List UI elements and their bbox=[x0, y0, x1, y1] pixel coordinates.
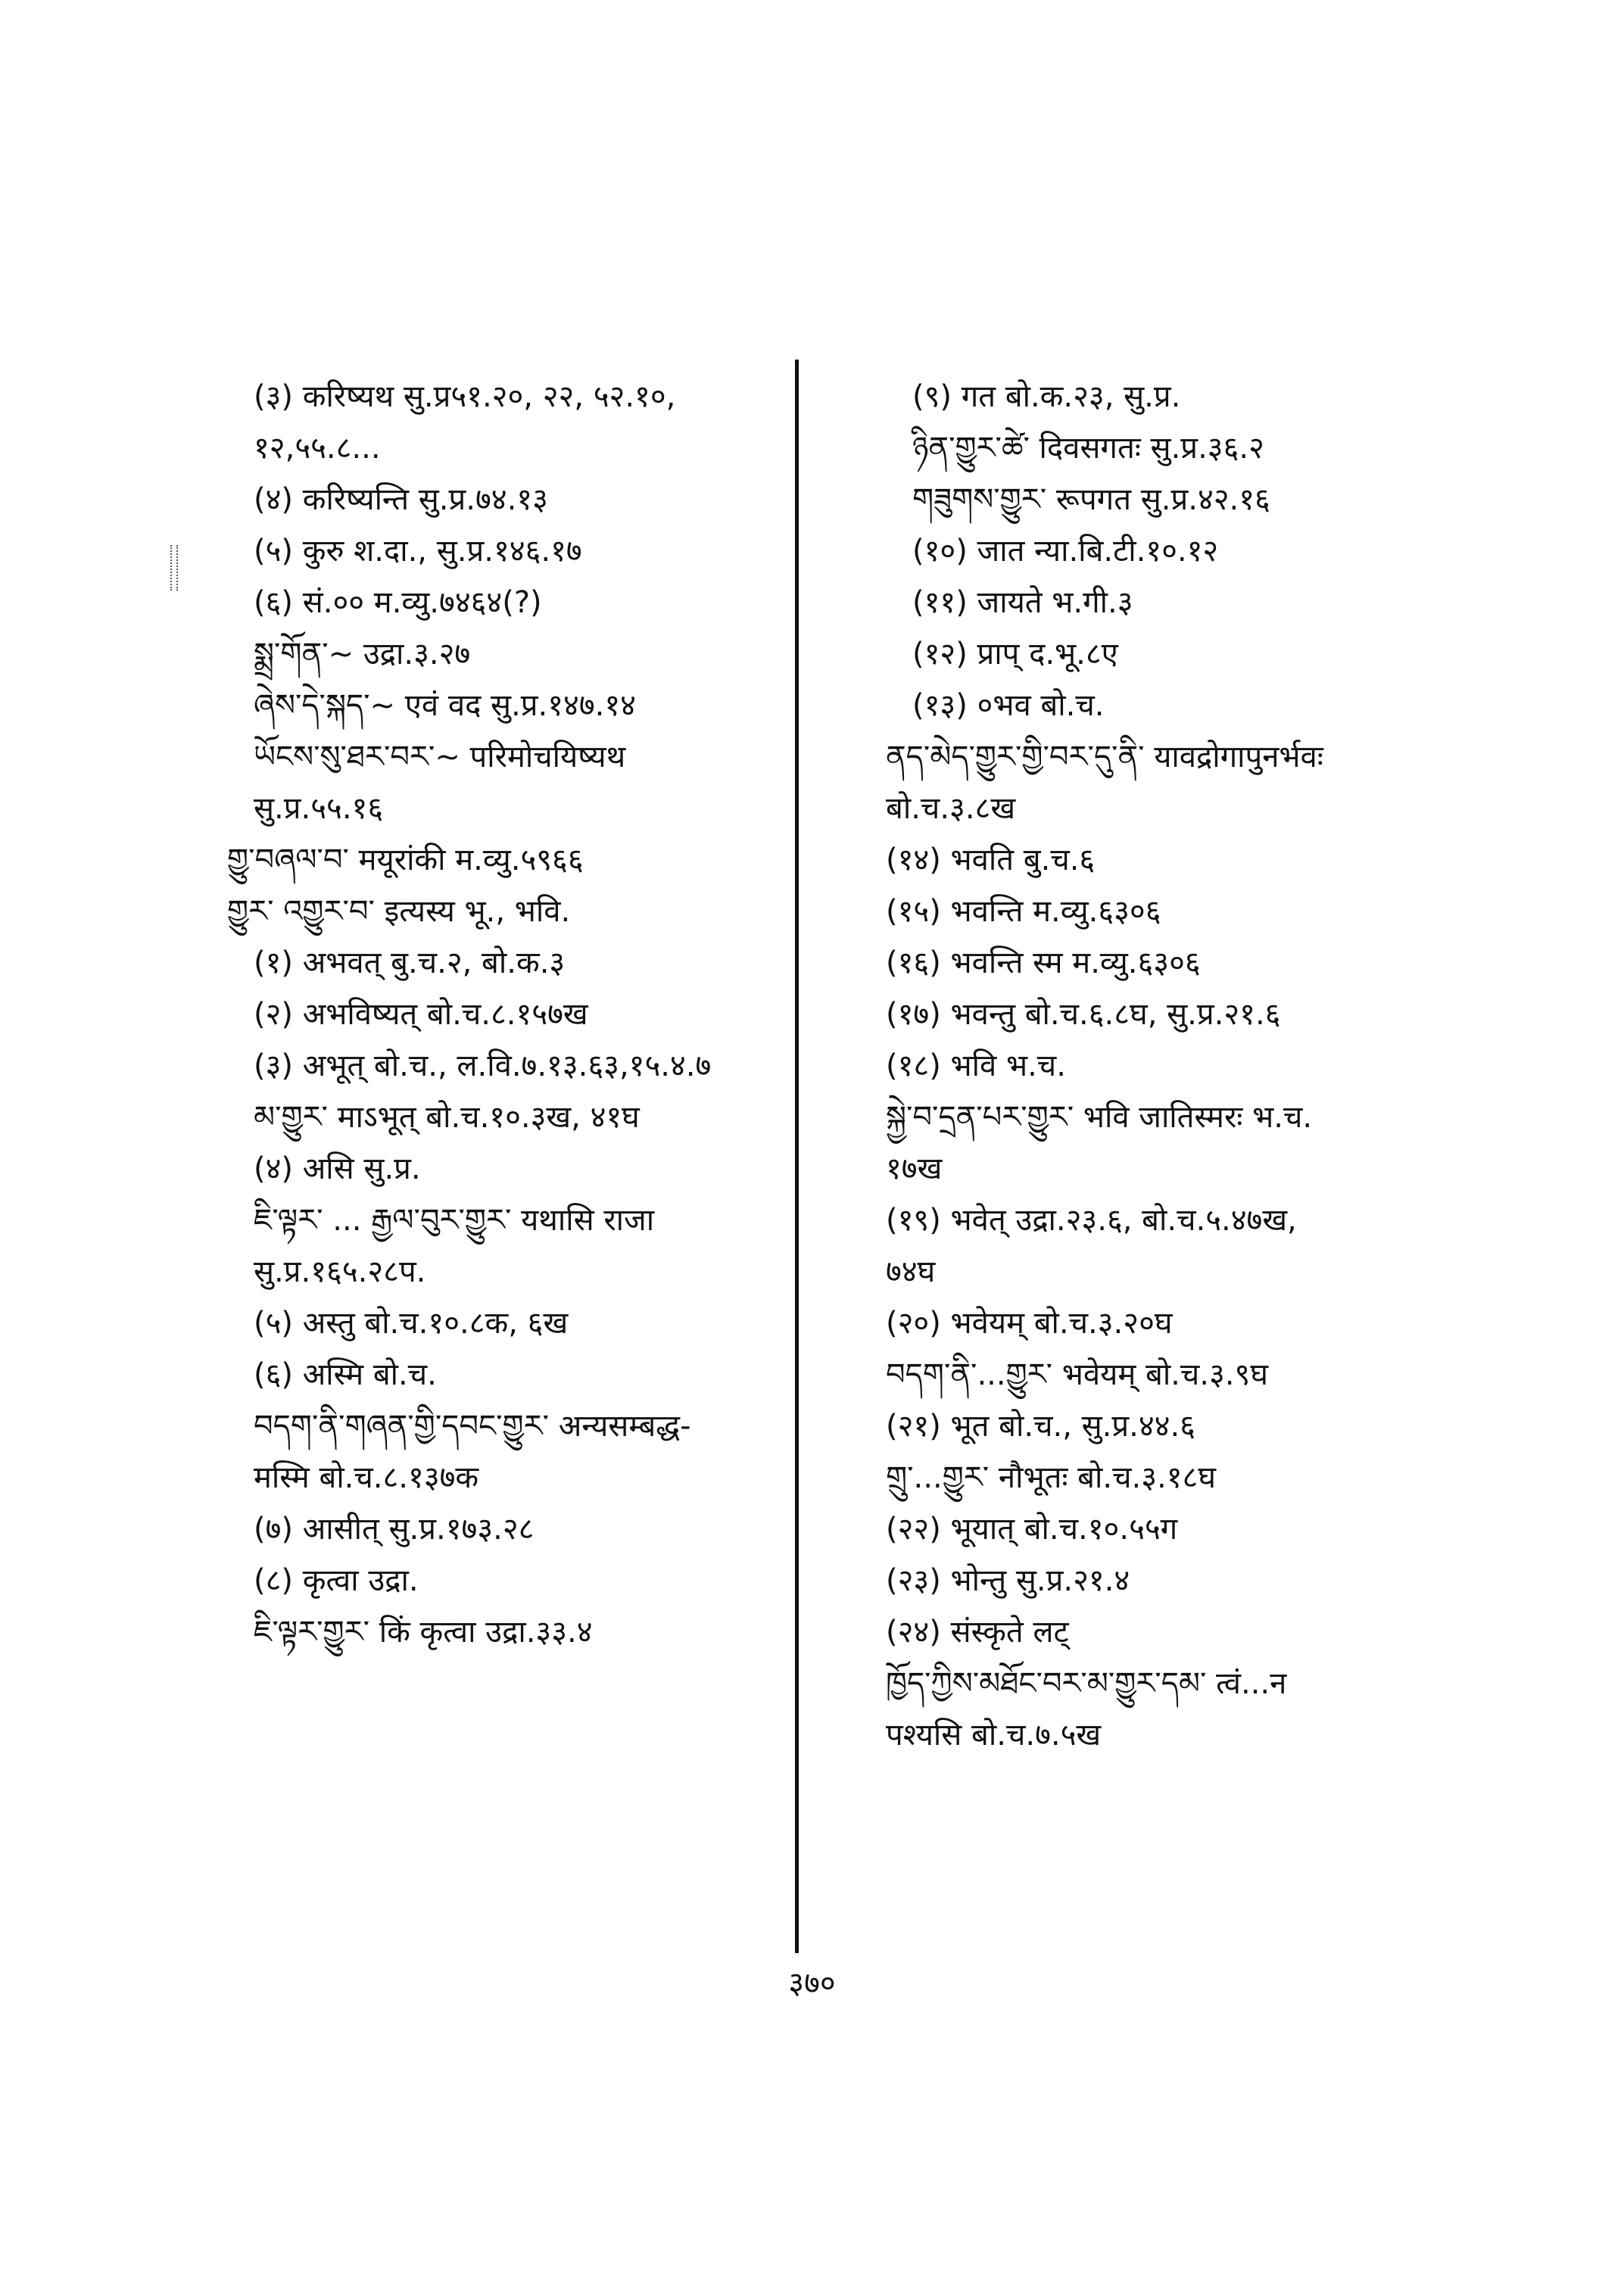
entry-line: སྨྲ་གོན་~ उद्रा.३.२७ bbox=[254, 637, 471, 671]
entry-line: १२,५५.८... bbox=[254, 431, 381, 466]
column-divider bbox=[795, 360, 799, 1953]
entry-line: (२३) भोन्तु सु.प्र.२१.४ bbox=[886, 1563, 1130, 1598]
entry-line: (२४) संस्कृते लट् bbox=[886, 1615, 1069, 1650]
entry-line: ཉིན་གྱུར་ཚེ་ दिवसगतः सु.प्र.३६.२ bbox=[912, 431, 1264, 466]
entry-line: सु.प्र.१६५.२८प. bbox=[254, 1254, 426, 1289]
entry-line: (७) आसीत् सु.प्र.१७३.२८ bbox=[254, 1512, 535, 1547]
entry-line: གཟུགས་གྱུར་ रूपगत सु.प्र.४२.१६ bbox=[912, 482, 1270, 517]
entry-line: བདག་ནི་...གྱུར་ भवेयम् बो.च.३.९घ bbox=[886, 1357, 1268, 1392]
entry-line: (२०) भवेयम् बो.च.३.२०घ bbox=[886, 1306, 1173, 1341]
entry-line: (८) कृत्वा उद्रा. bbox=[254, 1563, 419, 1598]
entry-line: (१) अभवत् बु.च.२, बो.क.३ bbox=[254, 946, 566, 980]
entry-line: ཞེས་དེ་སྐད་~ एवं वद सु.प्र.१४७.१४ bbox=[254, 688, 636, 723]
page-number: ३७० bbox=[788, 1966, 836, 2001]
entry-line: སྐྱེ་བ་དྲན་པར་གྱུར་ भवि जातिस्मरः भ.च. bbox=[886, 1100, 1313, 1135]
entry-line: (१९) भवेत् उद्रा.२३.६, बो.च.५.४७ख, bbox=[886, 1203, 1297, 1238]
entry-line: ནད་མེད་གྱུར་གྱི་བར་དུ་ནི་ यावद्रोगापुनर्भवः bbox=[886, 740, 1323, 774]
entry-line: (१२) प्राप् द.भू.८ए bbox=[912, 637, 1118, 671]
entry-line: མ་གྱུར་ माऽभूत् बो.च.१०.३ख, ४१घ bbox=[254, 1100, 640, 1135]
entry-line: (१६) भवन्ति स्म म.व्यु.६३०६ bbox=[886, 946, 1201, 980]
entry-line: (१४) भवति बु.च.६ bbox=[886, 843, 1096, 877]
right-column bbox=[886, 371, 1431, 1761]
entry-line: (६) सं.०० म.व्यु.७४६४(?) bbox=[254, 585, 542, 620]
entry-line: ཇི་ལྟར་ ... རྒྱལ་བུར་གྱུར་ यथासि राजा bbox=[254, 1203, 655, 1238]
entry-line: (४) करिष्यन्ति सु.प्र.७४.१३ bbox=[254, 482, 548, 517]
entry-line: ཇི་ལྟར་གྱུར་ किं कृत्वा उद्रा.३३.४ bbox=[254, 1615, 593, 1650]
entry-line: मस्मि बो.च.८.१३७क bbox=[254, 1460, 479, 1495]
entry-line: १७ख bbox=[886, 1151, 943, 1186]
entry-line: पश्यसि बो.च.७.५ख bbox=[886, 1718, 1102, 1752]
entry-line: (२१) भूत बो.च., सु.प्र.४४.६ bbox=[886, 1409, 1195, 1444]
entry-line: གྱུ་བཞལ་བ་ मयूरांकी म.व्यु.५९६६ bbox=[227, 843, 584, 877]
entry-line: གྱུར་ འགྱུར་བ་ इत्यस्य भू., भवि. bbox=[227, 894, 571, 929]
entry-line: (१८) भवि भ.च. bbox=[886, 1048, 1066, 1083]
entry-line: (५) कुरु श.दा., सु.प्र.१४६.१७ bbox=[254, 534, 582, 569]
entry-line: (४) असि सु.प्र. bbox=[254, 1151, 421, 1186]
entry-line: (२२) भूयात् बो.च.१०.५५ग bbox=[886, 1512, 1178, 1547]
entry-line: (३) करिष्यथ सु.प्र५१.२०, २२, ५२.१०, bbox=[254, 379, 676, 414]
margin-mark bbox=[170, 545, 178, 590]
entry-line: (११) जायते भ.गी.३ bbox=[912, 585, 1133, 620]
entry-line: (१७) भवन्तु बो.च.६.८घ, सु.प्र.२१.६ bbox=[886, 997, 1281, 1032]
left-column bbox=[227, 371, 803, 1658]
entry-line: ཡོངས་སུ་ཐར་བར་~ परिमोचयिष्यथ bbox=[254, 740, 626, 774]
entry-line: (६) अस्मि बो.च. bbox=[254, 1357, 437, 1392]
entry-line: ཁྱོད་ཀྱིས་མཐོང་བར་མ་གྱུར་དམ་ त्वं...न bbox=[886, 1666, 1287, 1701]
entry-line: ७४घ bbox=[886, 1254, 936, 1289]
entry-line: (१५) भवन्ति म.व्यु.६३०६ bbox=[886, 894, 1161, 929]
entry-line: (१०) जात न्या.बि.टी.१०.१२ bbox=[912, 534, 1219, 569]
entry-line: (५) अस्तु बो.च.१०.८क, ६ख bbox=[254, 1306, 569, 1341]
entry-line: བདག་ནི་གཞན་གྱི་དབང་གྱུར་ अन्यसम्बद्ध- bbox=[254, 1409, 691, 1444]
entry-line: बो.च.३.८ख bbox=[886, 791, 1016, 826]
entry-line: (२) अभविष्यत् बो.च.८.१५७ख bbox=[254, 997, 588, 1032]
entry-line: सु.प्र.५५.१६ bbox=[254, 791, 384, 826]
entry-line: གྲུ་...གྱུར་ नौभूतः बो.च.३.१८घ bbox=[886, 1460, 1216, 1495]
entry-line: (३) अभूत् बो.च., ल.वि.७.१३.६३,१५.४.७ bbox=[254, 1048, 712, 1083]
entry-line: (१३) ०भव बो.च. bbox=[912, 688, 1105, 723]
entry-line: (९) गत बो.क.२३, सु.प्र. bbox=[912, 379, 1181, 414]
